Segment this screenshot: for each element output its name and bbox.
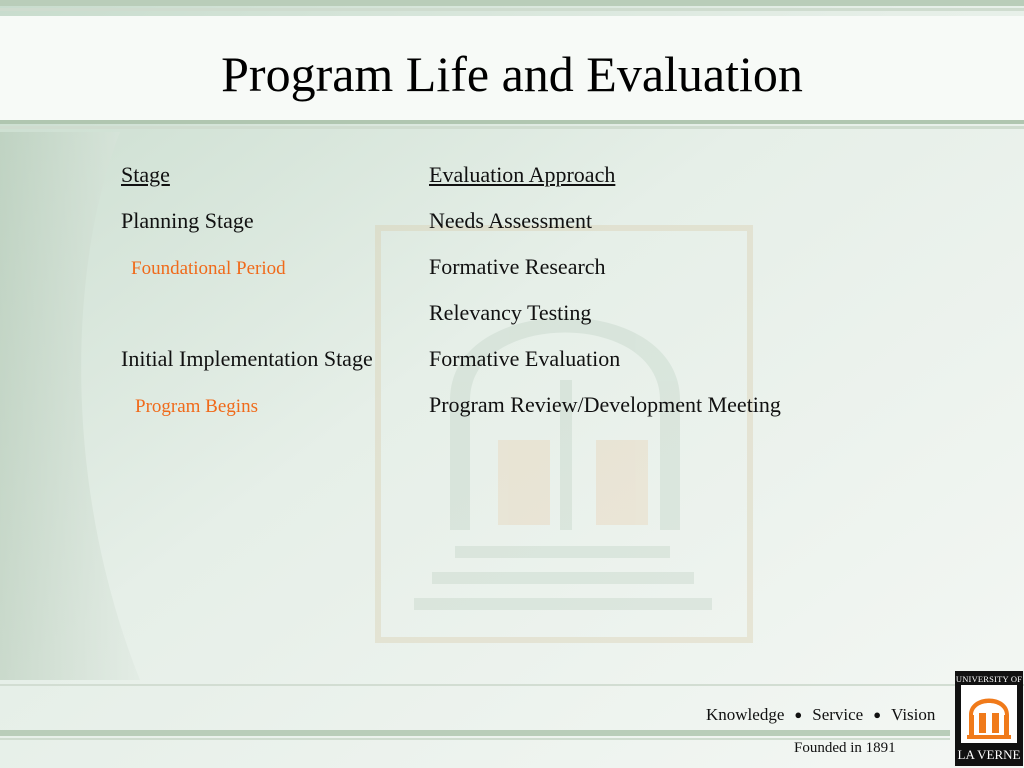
approach-cell: Formative Evaluation	[429, 346, 621, 371]
tagline-item: Service	[812, 705, 864, 724]
column-header-stage: Stage	[121, 162, 170, 187]
approach-cell: Formative Research	[429, 254, 606, 279]
stage-note-cell: Program Begins	[135, 396, 258, 417]
tagline-item: Knowledge	[706, 705, 785, 724]
logo-top-text: UNIVERSITY OF	[955, 674, 1023, 684]
university-logo	[955, 671, 1023, 766]
approach-cell: Relevancy Testing	[429, 300, 592, 325]
stage-cell: Planning Stage	[121, 208, 254, 233]
logo-bottom-text: LA VERNE	[957, 747, 1021, 762]
stage-note-cell: Foundational Period	[131, 258, 286, 279]
approach-cell: Needs Assessment	[429, 208, 593, 233]
column-header-approach: Evaluation Approach	[429, 162, 616, 187]
footer-tagline	[706, 704, 935, 726]
bullet-icon: ●	[873, 707, 882, 722]
founded-text: Founded in 1891	[794, 740, 896, 756]
bullet-icon: ●	[794, 707, 803, 722]
approach-cell: Program Review/Development Meeting	[429, 392, 781, 417]
stage-cell: Initial Implementation Stage	[121, 346, 373, 371]
logo-arch-icon	[961, 685, 1017, 743]
slide-title: Program Life and Evaluation	[221, 46, 803, 102]
tagline-item: Vision	[891, 705, 936, 724]
